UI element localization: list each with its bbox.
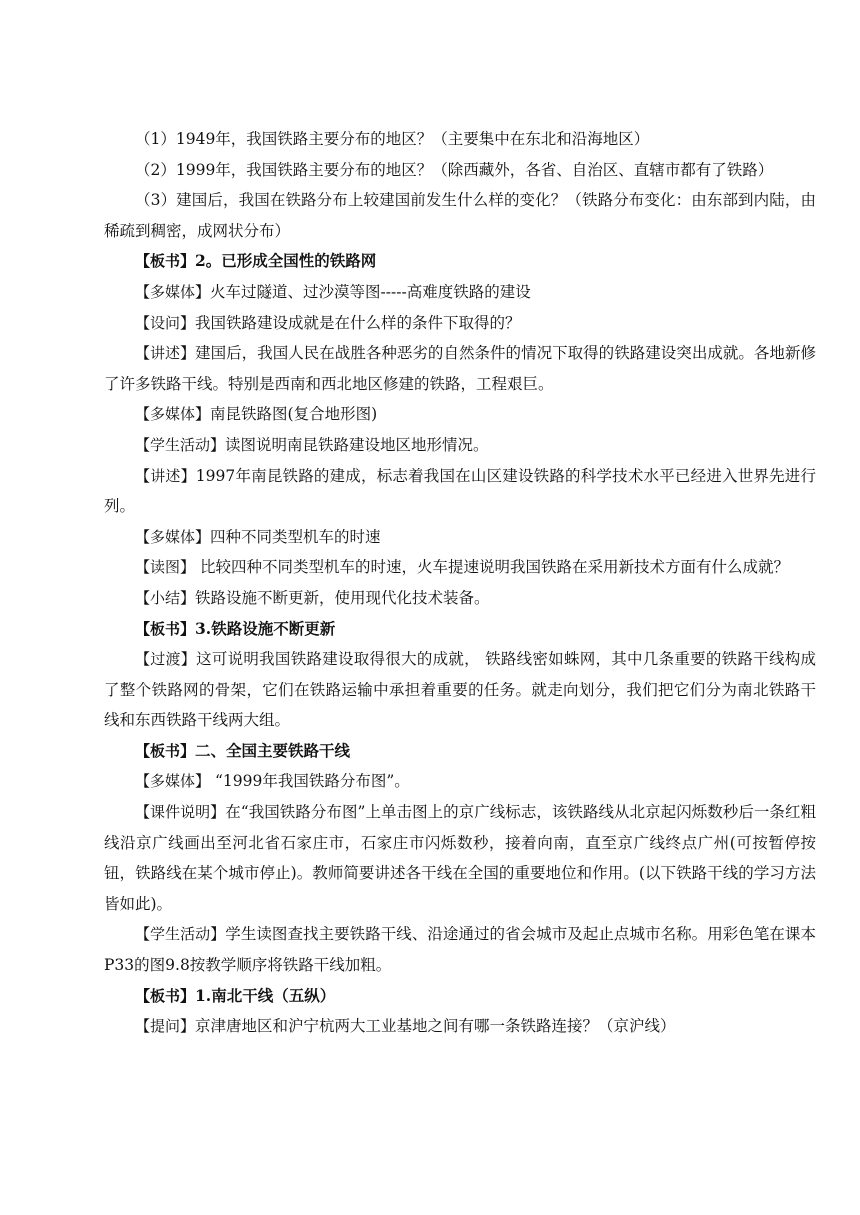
paragraph: （3）建国后，我国在铁路分布上较建国前发生什么样的变化？（铁路分布变化：由东部到内陆，由稀疏到稠密，成网状分布） [104,191,816,240]
paragraph: 【小结】铁路设施不断更新，使用现代化技术装备。 [135,588,490,607]
board-heading: 【板书】2。已形成全国性的铁路网 [135,251,377,271]
board-heading: 【板书】二、全国主要铁路干线 [135,740,351,760]
paragraph: 【多媒体】火车过隧道、过沙漠等图-----高难度铁路的建设 [135,282,531,301]
paragraph: 【讲述】1997年南昆铁路的建成，标志着我国在山区建设铁路的科学技术水平已经进入世界先进行列。 [104,466,816,516]
paragraph: 【提问】京津唐地区和沪宁杭两大工业基地之间有哪一条铁路连接？（京沪线） [135,1017,676,1036]
paragraph: 【多媒体】 “1999年我国铁路分布图”。 [135,772,410,791]
document-body [104,124,816,1042]
paragraph: 【过渡】这可说明我国铁路建设取得很大的成就， 铁路线密如蛛网，其中几条重要的铁路干线构成了整个铁路网的骨架，它们在铁路运输中承担着重要的任务。就走向划分，我们把它们分为南北铁路干线和东西铁路干线两大组。 [104,650,816,730]
paragraph: 【学生活动】学生读图查找主要铁路干线、沿途通过的省会城市及起止点城市名称。用彩色笔在课本P33的图9.8按教学顺序将铁路干线加粗。 [104,925,816,975]
paragraph: （1）1949年，我国铁路主要分布的地区？（主要集中在东北和沿海地区） [135,130,650,148]
paragraph: 【学生活动】读图说明南昆铁路建设地区地形情况。 [135,435,489,454]
paragraph: （2）1999年，我国铁路主要分布的地区？（除西藏外，各省、自治区、直辖市都有了铁路） [135,160,774,179]
paragraph: 【设问】我国铁路建设成就是在什么样的条件下取得的？ [135,313,521,332]
paragraph: 【读图】 比较四种不同类型机车的时速，火车提速说明我国铁路在采用新技术方面有什么成就？ [135,558,789,577]
paragraph: 【课件说明】在“我国铁路分布图”上单击图上的京广线标志，该铁路线从北京起闪烁数秒后一条红粗线沿京广线画出至河北省石家庄市，石家庄市闪烁数秒，接着向南，直至京广线终点广州(可按暂停按钮，铁路线在某个城市停止)。教师简要讲述各干线在全国的重要地位和作用。(以下铁路干线的学习方法皆如此)。 [104,803,816,913]
paragraph: 【讲述】建国后，我国人民在战胜各种恶劣的自然条件的情况下取得的铁路建设突出成就。各地新修了许多铁路干线。特别是西南和西北地区修建的铁路，工程艰巨。 [104,344,816,393]
paragraph: 【多媒体】四种不同类型机车的时速 [135,527,381,546]
paragraph: 【多媒体】南昆铁路图(复合地形图) [135,405,378,424]
board-heading: 【板书】1.南北干线（五纵） [135,985,336,1005]
board-heading: 【板书】3.铁路设施不断更新 [135,618,336,638]
